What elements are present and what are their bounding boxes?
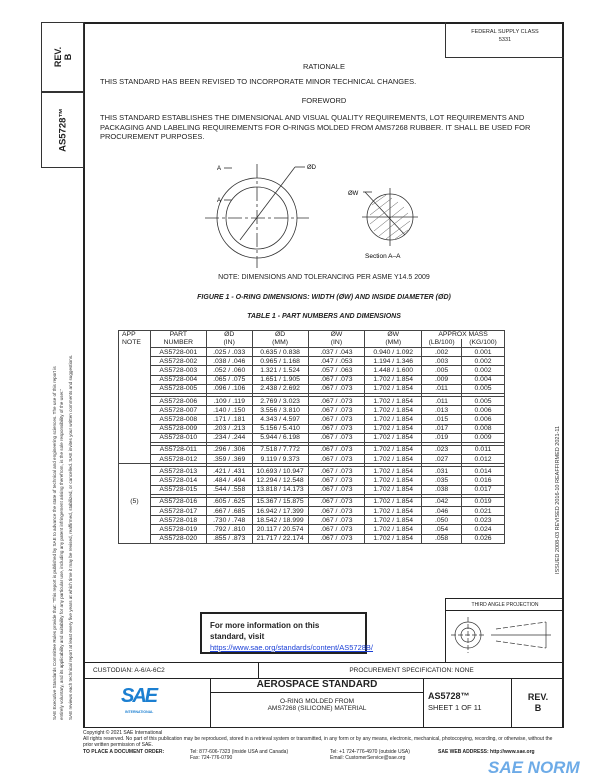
web-address[interactable]: SAE WEB ADDRESS: http://www.sae.org bbox=[438, 748, 535, 755]
app-note-cell bbox=[119, 516, 151, 525]
table-cell: .067 / .073 bbox=[308, 424, 365, 433]
table-cell: .038 / .046 bbox=[206, 357, 252, 366]
table-cell: 5.944 / 6.198 bbox=[252, 433, 308, 442]
table-cell: .544 / .558 bbox=[206, 485, 252, 494]
table-cell: 0.011 bbox=[462, 445, 505, 454]
table-cell: 10.693 / 10.947 bbox=[252, 467, 308, 476]
table-cell: 1.702 / 1.854 bbox=[365, 455, 422, 464]
table-cell: 0.009 bbox=[462, 433, 505, 442]
table-cell: .019 bbox=[422, 433, 462, 442]
rev-label: REV. bbox=[52, 46, 63, 68]
table-cell: 0.023 bbox=[462, 516, 505, 525]
table-cell: 1.702 / 1.854 bbox=[365, 396, 422, 405]
table-cell: 1.702 / 1.854 bbox=[365, 467, 422, 476]
table-row bbox=[119, 396, 505, 405]
federal-supply-box bbox=[445, 22, 564, 58]
tel-usa: Tel: 877-606-7323 (inside USA and Canada) bbox=[190, 748, 289, 755]
hdr-od-in: (IN) bbox=[223, 339, 235, 346]
table-cell: AS5728-019 bbox=[150, 525, 206, 534]
side-disclaimer bbox=[48, 250, 78, 720]
footer bbox=[83, 730, 563, 762]
table-cell: AS5728-010 bbox=[150, 433, 206, 442]
table-cell: 1.702 / 1.854 bbox=[365, 445, 422, 454]
projection-label: THIRD ANGLE PROJECTION bbox=[446, 599, 564, 611]
app-note-cell bbox=[119, 485, 151, 494]
app-note-cell bbox=[119, 357, 151, 366]
table-row bbox=[119, 507, 505, 516]
table-cell: 0.002 bbox=[462, 357, 505, 366]
table-cell: 7.518 / 7.772 bbox=[252, 445, 308, 454]
table-cell: .067 / .073 bbox=[308, 406, 365, 415]
table-cell: .667 / .685 bbox=[206, 507, 252, 516]
table-cell: .067 / .073 bbox=[308, 396, 365, 405]
table-cell: AS5728-018 bbox=[150, 516, 206, 525]
table-row bbox=[119, 375, 505, 384]
table-cell: 0.024 bbox=[462, 525, 505, 534]
dates-strip bbox=[553, 395, 563, 605]
app-note-cell bbox=[119, 415, 151, 424]
table-cell: .067 / .073 bbox=[308, 497, 365, 506]
table-cell: 1.702 / 1.854 bbox=[365, 516, 422, 525]
table-cell: 1.702 / 1.854 bbox=[365, 525, 422, 534]
table-cell: 0.014 bbox=[462, 467, 505, 476]
table-cell: .067 / .073 bbox=[308, 455, 365, 464]
table-cell: 16.942 / 17.399 bbox=[252, 507, 308, 516]
table-cell: 18.542 / 18.999 bbox=[252, 516, 308, 525]
table-cell: AS5728-006 bbox=[150, 396, 206, 405]
title-cell bbox=[211, 679, 424, 727]
table-cell: .067 / .073 bbox=[308, 445, 365, 454]
table-cell: AS5728-017 bbox=[150, 507, 206, 516]
label-ow: ØW bbox=[348, 191, 359, 197]
table-cell: .067 / .073 bbox=[308, 476, 365, 485]
app-note-cell bbox=[119, 476, 151, 485]
table-cell: 1.702 / 1.854 bbox=[365, 507, 422, 516]
tel-intl: Tel: +1 724-776-4970 (outside USA) bbox=[330, 748, 410, 755]
order-label: TO PLACE A DOCUMENT ORDER: bbox=[83, 748, 165, 755]
figure-caption: FIGURE 1 - O-RING DIMENSIONS: WIDTH (ØW) AND INSIDE DIAMETER (ØD) bbox=[197, 294, 451, 301]
rationale-heading: RATIONALE bbox=[303, 62, 345, 71]
table-cell: 1.702 / 1.854 bbox=[365, 497, 422, 506]
table-cell: .009 bbox=[422, 375, 462, 384]
table-cell: 1.702 / 1.854 bbox=[365, 375, 422, 384]
docnum-tab bbox=[41, 92, 84, 168]
table-cell: .140 / .150 bbox=[206, 406, 252, 415]
table-cell: .015 bbox=[422, 415, 462, 424]
hdr-od2: ØD bbox=[274, 331, 286, 338]
label-od: ØD bbox=[307, 165, 316, 171]
table-cell: .855 / .873 bbox=[206, 534, 252, 543]
table-cell: .067 / .073 bbox=[308, 433, 365, 442]
app-note-cell bbox=[119, 348, 151, 357]
table-cell: 3.556 / 3.810 bbox=[252, 406, 308, 415]
rev-label-2: REV. bbox=[527, 692, 549, 702]
hdr-od: ØD bbox=[224, 331, 235, 338]
table-cell: .234 / .244 bbox=[206, 433, 252, 442]
custodian: CUSTODIAN: A-6/A-6C2 bbox=[83, 663, 259, 679]
title-block bbox=[83, 678, 564, 728]
table-cell: .730 / .748 bbox=[206, 516, 252, 525]
app-note-cell bbox=[119, 366, 151, 375]
doc-number-vertical: AS5728™ bbox=[57, 108, 68, 152]
rev-value: B bbox=[62, 53, 73, 61]
table-cell: 9.119 / 9.373 bbox=[252, 455, 308, 464]
table-cell: 2.438 / 2.692 bbox=[252, 384, 308, 393]
app-note-cell bbox=[119, 507, 151, 516]
table-cell: 0.012 bbox=[462, 455, 505, 464]
hdr-ow-mm: (MM) bbox=[385, 339, 402, 346]
table-cell: .067 / .073 bbox=[308, 467, 365, 476]
info-text: For more information on this standard, visit bbox=[210, 621, 320, 641]
table-row bbox=[119, 476, 505, 485]
table-row bbox=[119, 424, 505, 433]
sae-logo-text: SAE bbox=[121, 685, 157, 707]
copyright: Copyright © 2021 SAE International bbox=[83, 730, 163, 736]
table-cell: 0.001 bbox=[462, 348, 505, 357]
oring-figure bbox=[100, 150, 560, 270]
table-cell: 1.702 / 1.854 bbox=[365, 424, 422, 433]
table-cell: .027 bbox=[422, 455, 462, 464]
fax: Fax: 724-776-0790 bbox=[190, 754, 233, 761]
table-cell: .037 / .043 bbox=[308, 348, 365, 357]
table-cell: 0.002 bbox=[462, 366, 505, 375]
table-cell: 13.818 / 14.173 bbox=[252, 485, 308, 494]
table-cell: AS5728-020 bbox=[150, 534, 206, 543]
table-cell: 0.004 bbox=[462, 375, 505, 384]
table-cell: 5.156 / 5.410 bbox=[252, 424, 308, 433]
table-cell: 0.965 / 1.168 bbox=[252, 357, 308, 366]
table-cell: 0.017 bbox=[462, 485, 505, 494]
table-cell: 1.702 / 1.854 bbox=[365, 406, 422, 415]
custodian-row bbox=[83, 662, 564, 678]
table-cell: .031 bbox=[422, 467, 462, 476]
doc-number: AS5728™ bbox=[428, 691, 470, 701]
table-cell: .421 / .431 bbox=[206, 467, 252, 476]
table-cell: AS5728-015 bbox=[150, 485, 206, 494]
table-cell: .067 / .073 bbox=[308, 507, 365, 516]
app-note-cell bbox=[119, 467, 151, 476]
table-row bbox=[119, 455, 505, 464]
table-row bbox=[119, 525, 505, 534]
sheet-number: SHEET 1 OF 11 bbox=[428, 703, 482, 712]
table-cell: 21.717 / 22.174 bbox=[252, 534, 308, 543]
side-text-1: SAE Executive Standards Committee Rules provide that: "This report is published by SAE to advance the state of technical and engineering sciences. The use of this report is bbox=[51, 366, 57, 720]
table-cell: 15.367 / 15.875 bbox=[252, 497, 308, 506]
table-cell: .067 / .073 bbox=[308, 516, 365, 525]
table-cell: .058 bbox=[422, 534, 462, 543]
label-a-top: A bbox=[217, 166, 222, 172]
table-cell: 1.702 / 1.854 bbox=[365, 485, 422, 494]
table-cell: 0.635 / 0.838 bbox=[252, 348, 308, 357]
docnum-cell bbox=[424, 679, 512, 727]
table-row bbox=[119, 467, 505, 476]
watermark: SAE NORM bbox=[488, 758, 580, 777]
table-cell: 1.448 / 1.600 bbox=[365, 366, 422, 375]
table-cell: .035 bbox=[422, 476, 462, 485]
table-cell: .792 / .810 bbox=[206, 525, 252, 534]
table-cell: AS5728-003 bbox=[150, 366, 206, 375]
table-cell: 1.194 / 1.346 bbox=[365, 357, 422, 366]
table-cell: 0.940 / 1.092 bbox=[365, 348, 422, 357]
table-cell: .067 / .073 bbox=[308, 384, 365, 393]
hdr-lb: (LB/100) bbox=[422, 339, 462, 348]
app-note-cell bbox=[119, 375, 151, 384]
table-cell: .042 bbox=[422, 497, 462, 506]
table-caption: TABLE 1 - PART NUMBERS AND DIMENSIONS bbox=[247, 313, 401, 320]
aerospace-standard-label: AEROSPACE STANDARD bbox=[211, 679, 423, 693]
table-cell: .067 / .073 bbox=[308, 485, 365, 494]
table-cell: 1.321 / 1.524 bbox=[252, 366, 308, 375]
table-cell: .025 / .033 bbox=[206, 348, 252, 357]
hdr-ow: ØW bbox=[330, 331, 343, 338]
table-cell: .057 / .063 bbox=[308, 366, 365, 375]
table-cell: 0.026 bbox=[462, 534, 505, 543]
label-a-bottom: A bbox=[217, 198, 222, 204]
app-note-cell: (5) bbox=[119, 497, 151, 506]
table-cell: .011 bbox=[422, 396, 462, 405]
table-cell: 0.019 bbox=[462, 497, 505, 506]
app-note-cell bbox=[119, 455, 151, 464]
table-cell: 0.005 bbox=[462, 384, 505, 393]
table-cell: .054 bbox=[422, 525, 462, 534]
table-cell: .003 bbox=[422, 357, 462, 366]
table-cell: AS5728-011 bbox=[150, 445, 206, 454]
table-cell: AS5728-005 bbox=[150, 384, 206, 393]
table-cell: AS5728-012 bbox=[150, 455, 206, 464]
table-cell: AS5728-009 bbox=[150, 424, 206, 433]
app-note-cell bbox=[119, 445, 151, 454]
table-row bbox=[119, 433, 505, 442]
table-cell: .017 bbox=[422, 424, 462, 433]
table-cell: .005 bbox=[422, 366, 462, 375]
table-row bbox=[119, 384, 505, 393]
table-cell: 0.008 bbox=[462, 424, 505, 433]
table-cell: AS5728-001 bbox=[150, 348, 206, 357]
foreword-text: THIS STANDARD ESTABLISHES THE DIMENSIONAL AND VISUAL QUALITY REQUIREMENTS, LOT REQUIREMENTS AND PACKAGING AND LABELING REQUIREMENTS FOR O-RINGS MOLDED FROM AMS7268 RUBBER. IT SHALL BE USED FOR PROCUREMENT PURPOSES. bbox=[100, 113, 531, 141]
app-note-cell bbox=[119, 534, 151, 543]
procurement-spec: PROCUREMENT SPECIFICATION: NONE bbox=[349, 667, 474, 674]
table-cell: .046 bbox=[422, 507, 462, 516]
table-row bbox=[119, 497, 505, 506]
table-cell: .296 / .306 bbox=[206, 445, 252, 454]
table-cell: .203 / .213 bbox=[206, 424, 252, 433]
table-cell: .050 bbox=[422, 516, 462, 525]
app-note-cell bbox=[119, 384, 151, 393]
foreword-heading: FOREWORD bbox=[301, 96, 347, 105]
table-cell: AS5728-013 bbox=[150, 467, 206, 476]
table-cell: .605 / .625 bbox=[206, 497, 252, 506]
table-cell: .038 bbox=[422, 485, 462, 494]
hdr-od-mm: (MM) bbox=[272, 339, 289, 346]
email: Email: CustomerService@sae.org bbox=[330, 754, 406, 761]
table-row bbox=[119, 445, 505, 454]
hdr-mass: APPROX MASS bbox=[422, 331, 505, 340]
table-cell: .052 / .060 bbox=[206, 366, 252, 375]
table-cell: AS5728-008 bbox=[150, 415, 206, 424]
side-text-3: SAE reviews each technical report at least every five years at which time it may be revised, reaffirmed, stabilized, or cancelled. SAE invites your written comments and suggestions. bbox=[67, 354, 73, 720]
table-cell: .171 / .181 bbox=[206, 415, 252, 424]
doc-dates: ISSUED 2008-03 REVISED 2016-10 REAFFIRMED 2021-11 bbox=[555, 425, 561, 575]
title-line-1: O-RING MOLDED FROM bbox=[279, 698, 355, 705]
section-label: Section A–A bbox=[365, 253, 401, 260]
hdr-note: NOTE bbox=[122, 339, 141, 346]
table-cell: 1.702 / 1.854 bbox=[365, 476, 422, 485]
table-row bbox=[119, 366, 505, 375]
table-cell: 1.702 / 1.854 bbox=[365, 433, 422, 442]
table-cell: 12.294 / 12.548 bbox=[252, 476, 308, 485]
hdr-number: NUMBER bbox=[163, 339, 194, 346]
table-cell: 0.016 bbox=[462, 476, 505, 485]
hdr-kg: (KG/100) bbox=[462, 339, 505, 348]
table-cell: 1.651 / 1.905 bbox=[252, 375, 308, 384]
table-cell: .067 / .073 bbox=[308, 415, 365, 424]
fsc-label: FEDERAL SUPPLY CLASS bbox=[471, 29, 539, 35]
hdr-ow2: ØW bbox=[387, 331, 400, 338]
table-cell: 1.702 / 1.854 bbox=[365, 534, 422, 543]
table-cell: .002 bbox=[422, 348, 462, 357]
table-row bbox=[119, 534, 505, 543]
table-cell: .067 / .073 bbox=[308, 375, 365, 384]
table-row bbox=[119, 485, 505, 494]
rationale-text: THIS STANDARD HAS BEEN REVISED TO INCORPORATE MINOR TECHNICAL CHANGES. bbox=[100, 77, 417, 86]
rev-cell bbox=[512, 679, 564, 714]
parts-table bbox=[118, 330, 505, 544]
table-cell: .359 / .369 bbox=[206, 455, 252, 464]
table-cell: AS5728-016 bbox=[150, 497, 206, 506]
app-note-cell bbox=[119, 424, 151, 433]
projection-symbol-icon bbox=[446, 611, 561, 659]
table-cell: .484 / .494 bbox=[206, 476, 252, 485]
table-row bbox=[119, 357, 505, 366]
fsc-value: 5331 bbox=[498, 37, 512, 43]
table-cell: .011 bbox=[422, 384, 462, 393]
standard-link[interactable]: https://www.sae.org/standards/content/AS5728B/ bbox=[210, 643, 374, 652]
hdr-part: PART bbox=[169, 331, 188, 338]
sae-logo bbox=[83, 679, 211, 727]
table-row bbox=[119, 348, 505, 357]
side-text-2: entirely voluntary, and its applicability and suitability for any particular use, including any patent infringement arising therefrom, is the sole responsibility of the user." bbox=[58, 388, 64, 720]
table-cell: 1.702 / 1.854 bbox=[365, 384, 422, 393]
table-cell: .047 / .053 bbox=[308, 357, 365, 366]
rights-text: All rights reserved. No part of this publication may be reproduced, stored in a retrieval system or transmitted, in any form or by any means, electronic, mechanical, photocopying, recording, or otherwise, without the prior written permission of SAE. bbox=[83, 736, 553, 749]
table-cell: .065 / .075 bbox=[206, 375, 252, 384]
app-note-cell bbox=[119, 406, 151, 415]
projection-box bbox=[445, 598, 564, 662]
hdr-ow-in: (IN) bbox=[330, 339, 343, 346]
hdr-app: APP bbox=[122, 331, 136, 338]
table-cell: 0.021 bbox=[462, 507, 505, 516]
table-cell: 20.117 / 20.574 bbox=[252, 525, 308, 534]
table-cell: .109 / .119 bbox=[206, 396, 252, 405]
rev-value-2: B bbox=[534, 703, 542, 713]
table-cell: 1.702 / 1.854 bbox=[365, 415, 422, 424]
table-cell: .096 / .106 bbox=[206, 384, 252, 393]
table-cell: 0.006 bbox=[462, 406, 505, 415]
table-cell: .067 / .073 bbox=[308, 534, 365, 543]
table-cell: AS5728-002 bbox=[150, 357, 206, 366]
table-cell: 0.005 bbox=[462, 396, 505, 405]
table-cell: AS5728-014 bbox=[150, 476, 206, 485]
info-box bbox=[200, 612, 374, 654]
table-cell: 0.006 bbox=[462, 415, 505, 424]
app-note-cell bbox=[119, 433, 151, 442]
title-line-2: AMS7268 (SILICONE) MATERIAL bbox=[267, 705, 367, 712]
figure-note: NOTE: DIMENSIONS AND TOLERANCING PER ASME Y14.5 2009 bbox=[218, 274, 430, 281]
table-cell: 4.343 / 4.597 bbox=[252, 415, 308, 424]
table-cell: .013 bbox=[422, 406, 462, 415]
sae-logo-sub: INTERNATIONAL bbox=[125, 710, 154, 714]
table-cell: AS5728-004 bbox=[150, 375, 206, 384]
table-row bbox=[119, 415, 505, 424]
app-note-cell bbox=[119, 396, 151, 405]
app-note-cell bbox=[119, 525, 151, 534]
table-row bbox=[119, 406, 505, 415]
rev-tab bbox=[41, 22, 84, 92]
table-cell: AS5728-007 bbox=[150, 406, 206, 415]
table-cell: 2.769 / 3.023 bbox=[252, 396, 308, 405]
table-row bbox=[119, 516, 505, 525]
table-cell: .067 / .073 bbox=[308, 525, 365, 534]
table-cell: .023 bbox=[422, 445, 462, 454]
